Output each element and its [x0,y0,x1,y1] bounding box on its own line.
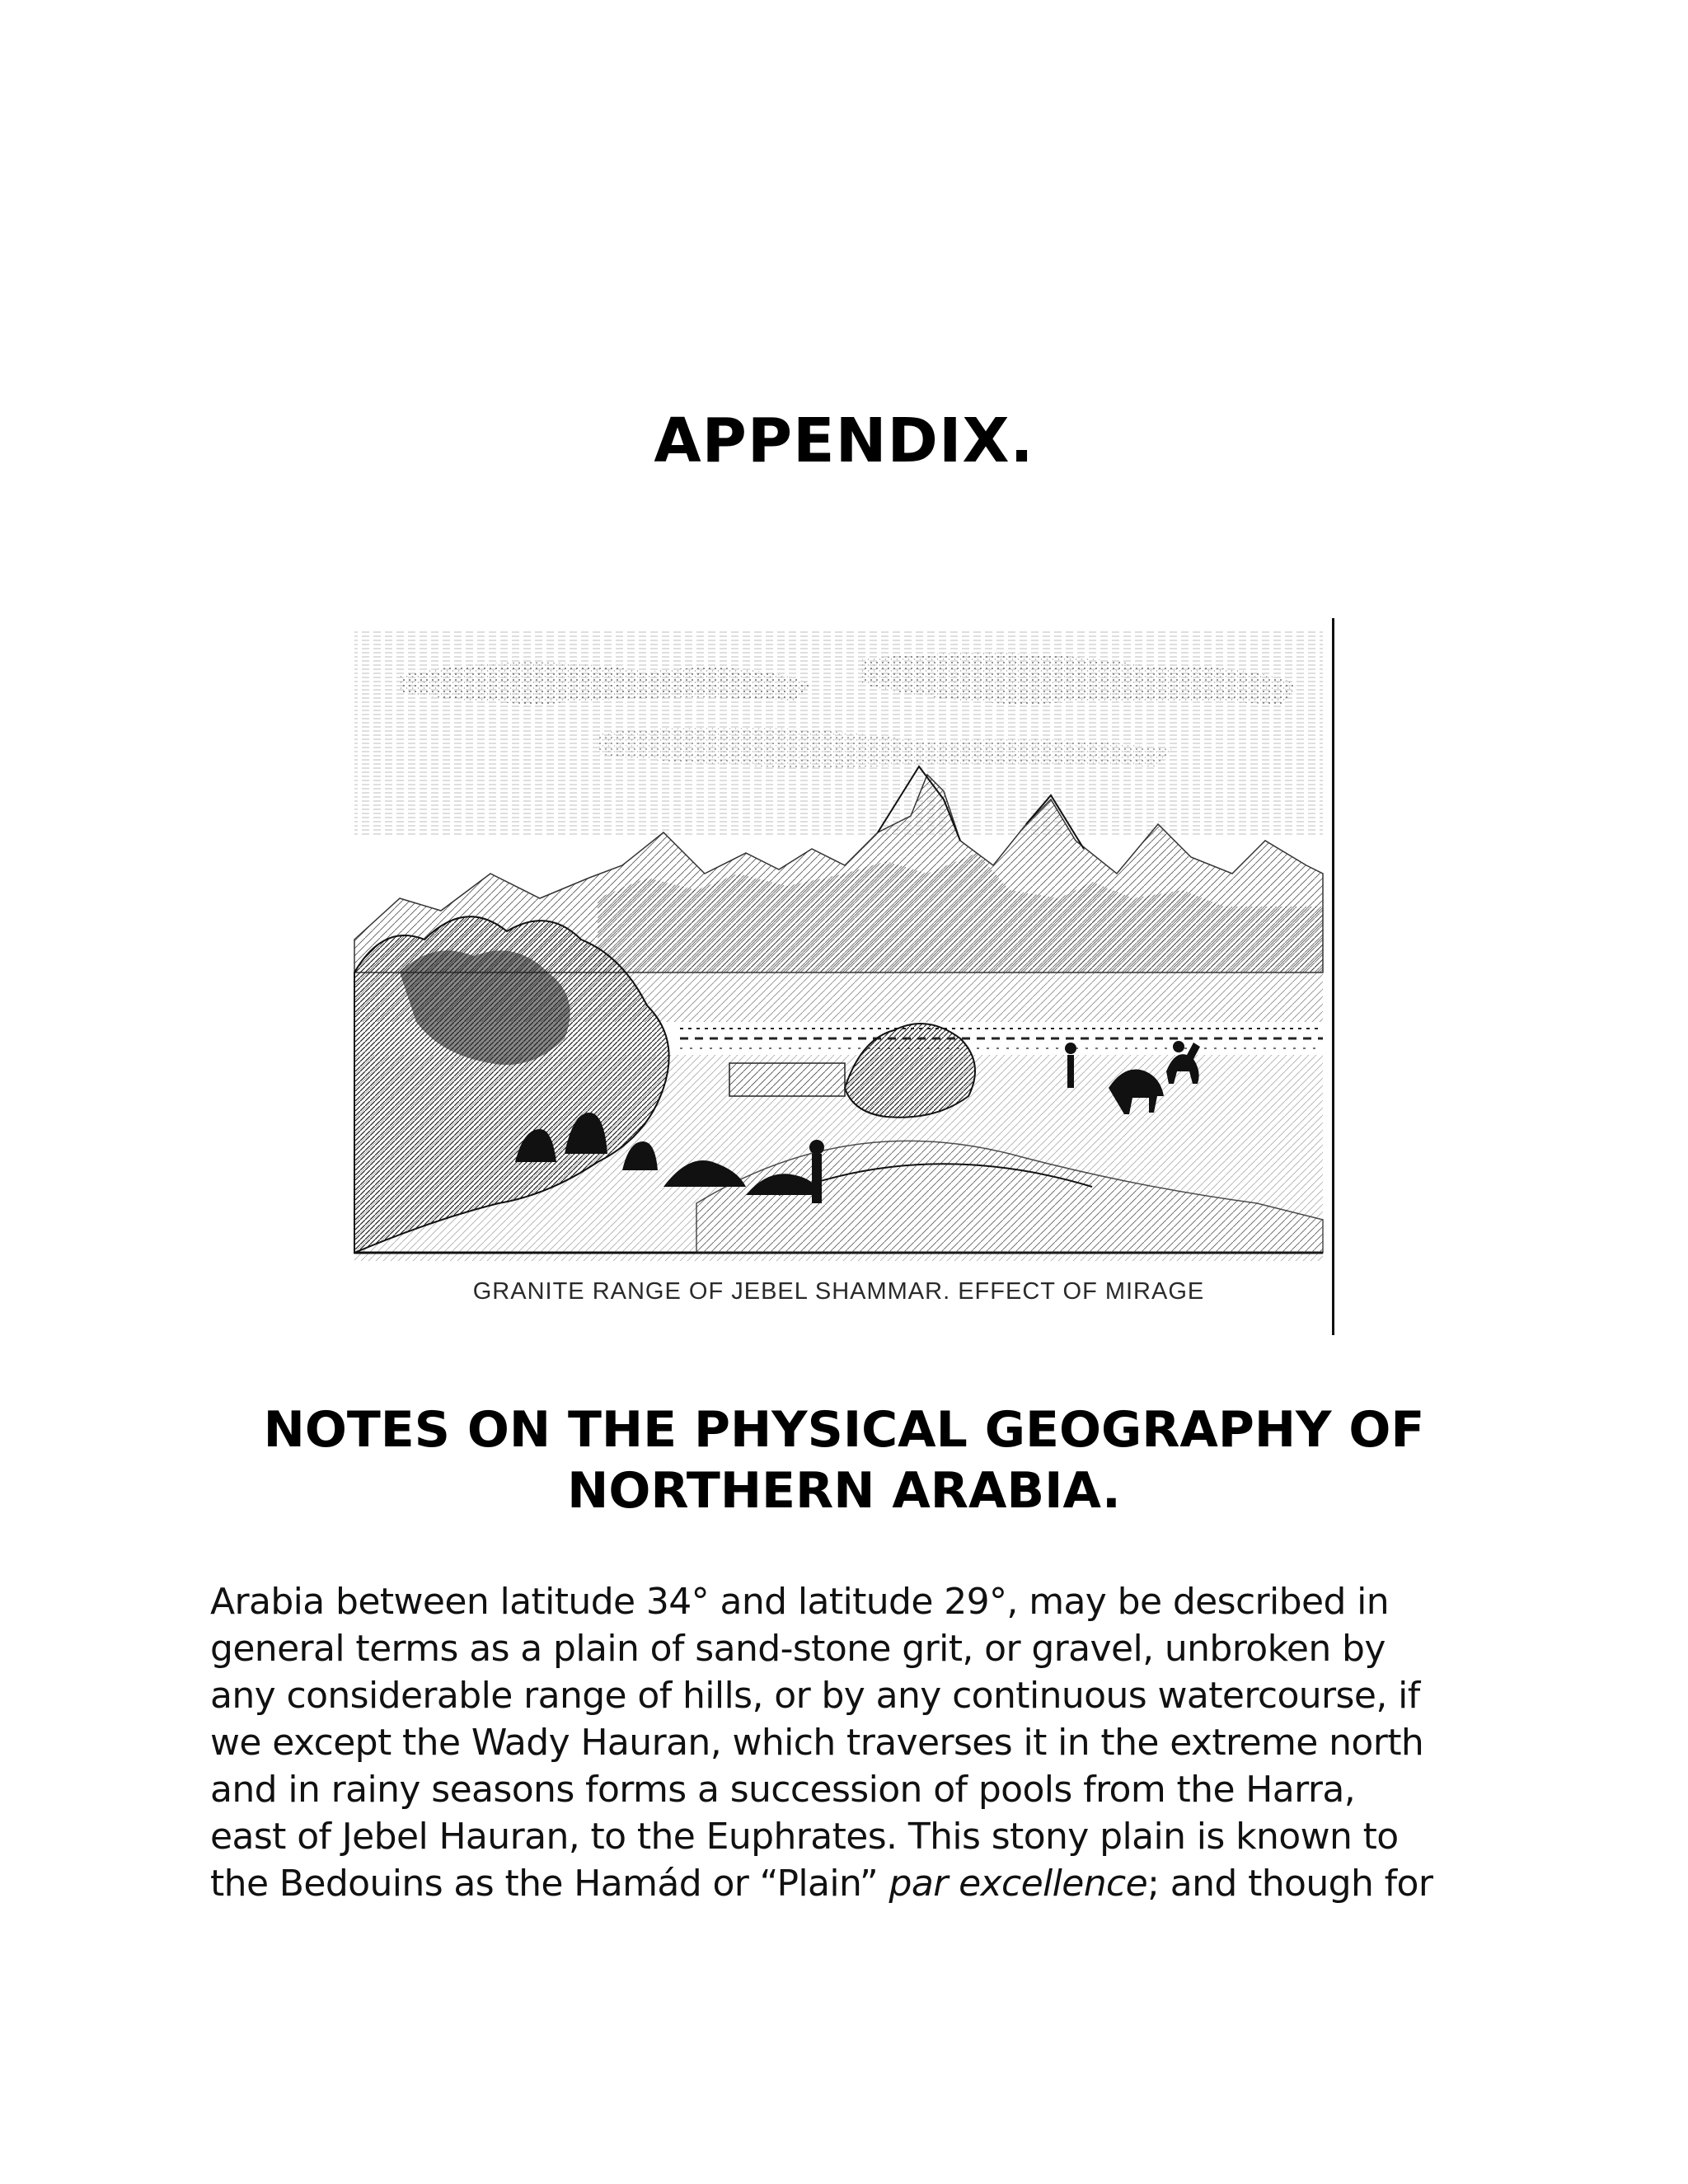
illustration-caption: GRANITE RANGE OF JEBEL SHAMMAR. EFFECT OF MIRAGE [472,1278,1205,1305]
page-title: APPENDIX. [654,405,1034,476]
body-paragraph [210,1578,1496,1907]
body-line: we except the Wady Hauran, which traverses it in the extreme north [210,1722,1424,1764]
landscape-engraving-image [350,626,1327,1261]
body-line: any considerable range of hills, or by any continuous watercourse, if [210,1675,1420,1717]
body-line: and in rainy seasons forms a succession of pools from the Harra, [210,1769,1356,1811]
italic-phrase: par excellence [889,1863,1148,1905]
body-line: general terms as a plain of sand-stone grit, or gravel, unbroken by [210,1628,1386,1670]
body-line-last [210,1860,1496,1907]
section-heading-line-1: NOTES ON THE PHYSICAL GEOGRAPHY OF [263,1401,1425,1459]
section-heading-line-2: NORTHERN ARABIA. [567,1462,1121,1520]
section-heading [190,1399,1498,1521]
body-line: Arabia between latitude 34° and latitude 29°, may be described in [210,1581,1390,1623]
body-text-run: ; and though for [1147,1863,1433,1905]
engraving-illustration [350,626,1327,1261]
body-text-run: the Bedouins as the Hamád or “Plain” [210,1863,889,1905]
body-line: east of Jebel Hauran, to the Euphrates. This stony plain is known to [210,1816,1399,1858]
page-rule [1332,618,1334,1335]
